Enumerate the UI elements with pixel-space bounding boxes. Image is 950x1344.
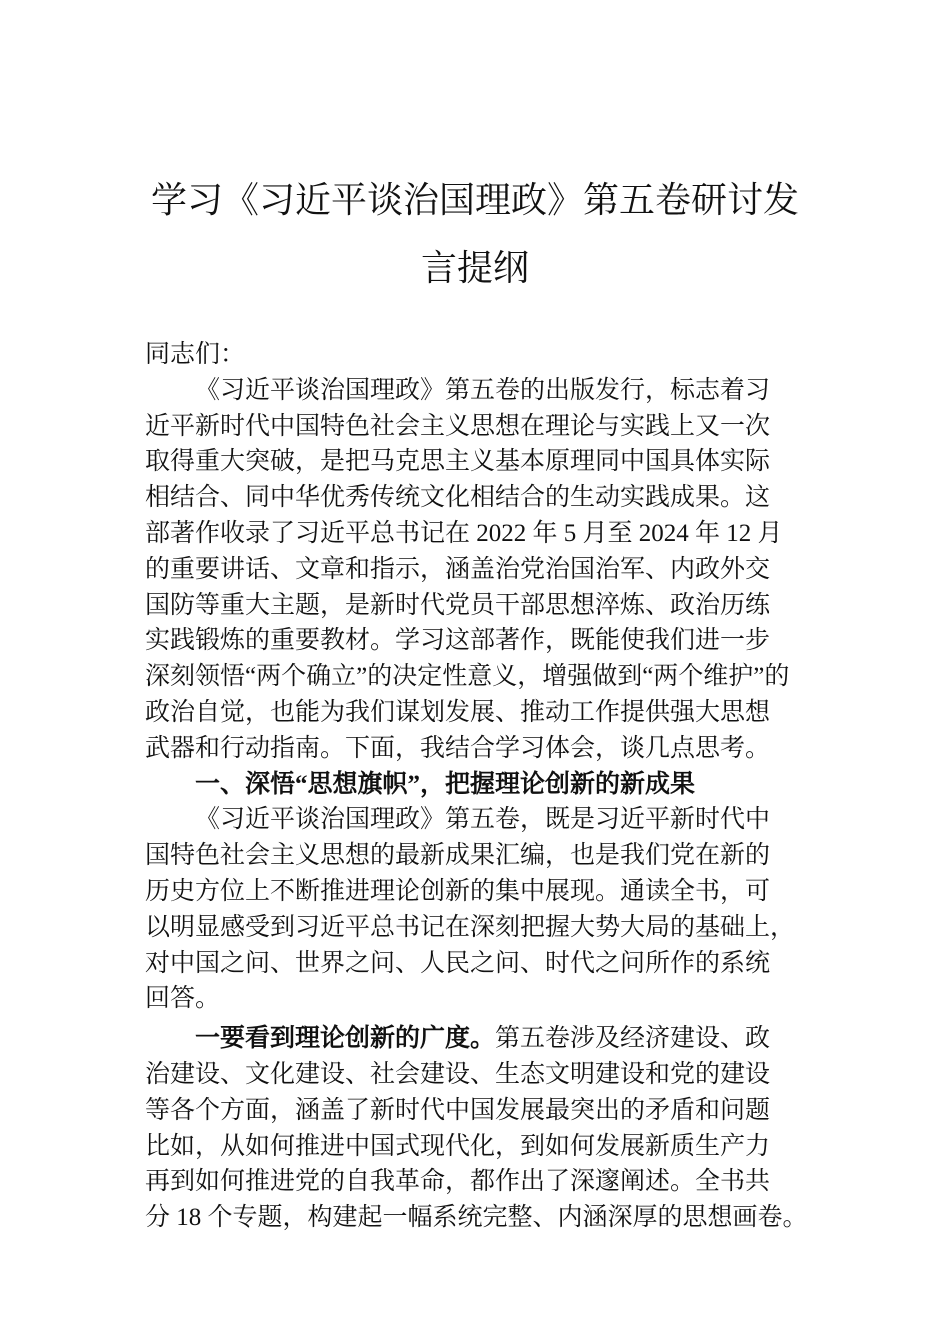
text-line: 取得重大突破，是把马克思主义基本原理同中国具体实际	[145, 448, 771, 476]
document-title-line-2: 言提纲	[420, 248, 529, 288]
text-line: 治建设、文化建设、社会建设、生态文明建设和党的建设	[145, 1060, 771, 1088]
text-line: 分 18 个专题，构建起一幅系统完整、内涵深厚的思想画卷。	[145, 1204, 808, 1232]
text-line: 比如，从如何推进中国式现代化，到如何发展新质生产力	[145, 1132, 771, 1160]
bold-lead: 一要看到理论创新的广度。	[195, 1025, 496, 1053]
text-line: 回答。	[145, 985, 221, 1013]
text-line: 等各个方面，涵盖了新时代中国发展最突出的矛盾和问题	[145, 1096, 771, 1124]
text-line: 实践锻炼的重要教材。学习这部著作，既能使我们进一步	[145, 627, 771, 655]
text-line: 国防等重大主题，是新时代党员干部思想淬炼、政治历练	[145, 591, 771, 619]
paragraph-breadth	[145, 1021, 815, 1236]
salutation: 同志们：	[145, 341, 246, 368]
text-line: 的重要讲话、文章和指示，涵盖治党治国治军、内政外交	[145, 555, 771, 583]
paragraph-intro	[145, 373, 815, 767]
document-body	[145, 337, 815, 1236]
text-line: 以明显感受到习近平总书记在深刻把握大势大局的基础上，	[145, 913, 796, 941]
text-line: 深刻领悟“两个确立”的决定性意义，增强做到“两个维护”的	[145, 663, 790, 691]
text-line: 《习近平谈治国理政》第五卷，既是习近平新时代中	[195, 806, 771, 834]
paragraph-section-1	[145, 802, 815, 1017]
text-line: 政治自觉，也能为我们谋划发展、推动工作提供强大思想	[145, 698, 771, 726]
text-line: 国特色社会主义思想的最新成果汇编，也是我们党在新的	[145, 842, 771, 870]
text-line: 《习近平谈治国理政》第五卷的出版发行，标志着习	[195, 376, 771, 404]
text-line: 对中国之问、世界之问、人民之问、时代之问所作的系统	[145, 949, 771, 977]
text-line: 再到如何推进党的自我革命，都作出了深邃阐述。全书共	[145, 1168, 771, 1196]
document-title-line-1: 学习《习近平谈治国理政》第五卷研讨发	[150, 180, 799, 220]
text-line: 近平新时代中国特色社会主义思想在理论与实践上又一次	[145, 412, 771, 440]
text-line: 武器和行动指南。下面，我结合学习体会，谈几点思考。	[145, 734, 771, 762]
text-line	[145, 1021, 815, 1057]
text-line: 相结合、同中华优秀传统文化相结合的生动实践成果。这	[145, 484, 771, 512]
section-heading-1: 一、深悟“思想旗帜”，把握理论创新的新成果	[195, 770, 696, 798]
text-line: 部著作收录了习近平总书记在 2022 年 5 月至 2024 年 12 月	[145, 519, 783, 547]
lead-rest: 第五卷涉及经济建设、政	[495, 1025, 771, 1053]
text-line: 历史方位上不断推进理论创新的集中展现。通读全书，可	[145, 877, 771, 905]
